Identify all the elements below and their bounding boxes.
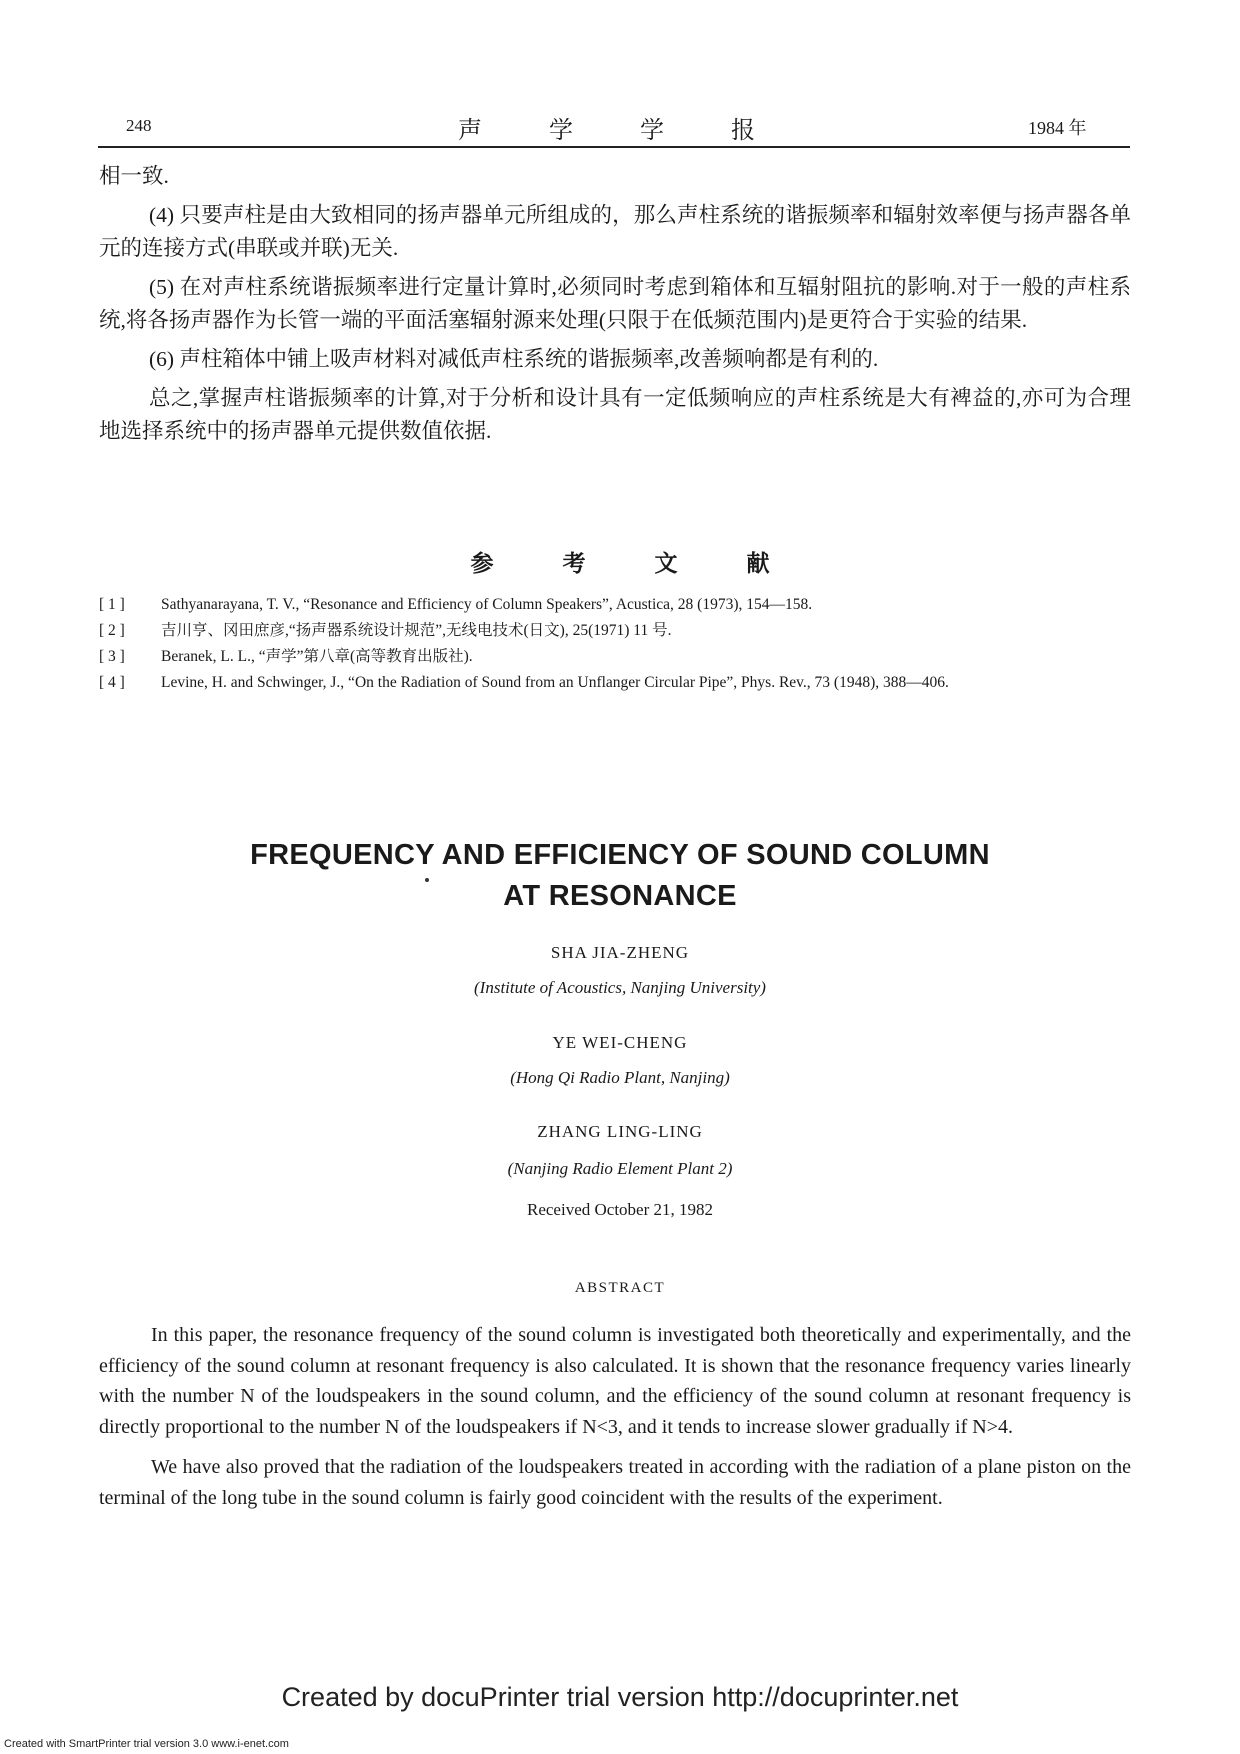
reference-number: [ 1 ] bbox=[99, 596, 125, 613]
reference-item bbox=[99, 670, 1134, 696]
header-rule bbox=[98, 146, 1130, 148]
heading-char: 献 bbox=[746, 551, 770, 576]
paragraph: 总之,掌握声柱谐振频率的计算,对于分析和设计具有一定低频响应的声柱系统是大有裨益的,亦可为合理地选择系统中的扬声器单元提供数值依据. bbox=[99, 386, 1131, 443]
english-title bbox=[0, 835, 1240, 917]
reference-list bbox=[99, 592, 1134, 696]
paragraph: (4) 只要声柱是由大致相同的扬声器单元所组成的，那么声柱系统的谐振频率和辐射效率便与扬声器各单元的连接方式(串联或并联)无关. bbox=[99, 203, 1131, 260]
reference-number: [ 4 ] bbox=[99, 674, 125, 691]
journal-title bbox=[458, 110, 822, 145]
references-heading bbox=[0, 545, 1240, 578]
abstract-paragraph: We have also proved that the radiation of the loudspeakers treated in according with the radiation of a plane piston on the terminal of the long tube in the sound column is fairly good coincident with the results of the experiment. bbox=[99, 1456, 1131, 1509]
reference-text: 吉川亨、冈田庶彦,“扬声器系统设计规范”,无线电技术(日文), 25(1971) 11 号. bbox=[161, 622, 672, 639]
journal-title-char: 学 bbox=[549, 118, 573, 144]
abstract-paragraph: In this paper, the resonance frequency of the sound column is investigated both theoretically and experimentally, and the efficiency of the sound column at resonant frequency is also calculated. It is shown that the resonance frequency varies linearly with the number N of the loudspeakers in the sound column, and the efficiency of the sound column at resonant frequency is directly proportional to the number N of the loudspeakers if N<3, and it tends to increase slower gradually if N>4. bbox=[99, 1324, 1131, 1438]
author-name: YE WEI-CHENG bbox=[552, 1033, 688, 1052]
journal-title-char: 报 bbox=[731, 118, 755, 144]
abstract-body bbox=[99, 1320, 1131, 1513]
reference-text: Levine, H. and Schwinger, J., “On the Radiation of Sound from an Unflanger Circular Pipe”, Phys. Rev., 73 (1948), 388—406. bbox=[161, 674, 949, 691]
title-line: FREQUENCY AND EFFICIENCY OF SOUND COLUMN bbox=[250, 839, 990, 871]
author-name: ZHANG LING-LING bbox=[537, 1122, 703, 1141]
reference-number: [ 3 ] bbox=[99, 648, 125, 665]
chinese-body bbox=[99, 160, 1131, 448]
journal-title-char: 声 bbox=[458, 118, 482, 144]
author-affiliation: (Nanjing Radio Element Plant 2) bbox=[507, 1159, 733, 1178]
abstract-heading: ABSTRACT bbox=[574, 1280, 666, 1296]
issue-year: 1984 年 bbox=[1028, 118, 1087, 138]
reference-item bbox=[99, 592, 1134, 618]
reference-item bbox=[99, 618, 1134, 644]
paragraph: 相一致. bbox=[99, 164, 169, 188]
reference-text: Beranek, L. L., “声学”第八章(高等教育出版社). bbox=[161, 648, 473, 665]
stray-dot bbox=[425, 878, 429, 882]
journal-title-char: 学 bbox=[640, 118, 664, 144]
heading-char: 考 bbox=[562, 551, 586, 576]
received-date: Received October 21, 1982 bbox=[527, 1200, 713, 1219]
title-line: AT RESONANCE bbox=[503, 880, 737, 912]
running-header bbox=[98, 110, 1130, 150]
paragraph: (6) 声柱箱体中铺上吸声材料对减低声柱系统的谐振频率,改善频响都是有利的. bbox=[149, 347, 879, 371]
page-number: 248 bbox=[126, 116, 152, 135]
footer-note: Created with SmartPrinter trial version 3.0 www.i-enet.com bbox=[4, 1738, 289, 1750]
author-affiliation: (Hong Qi Radio Plant, Nanjing) bbox=[510, 1068, 730, 1087]
reference-number: [ 2 ] bbox=[99, 622, 125, 639]
heading-char: 参 bbox=[470, 551, 494, 576]
paragraph: (5) 在对声柱系统谐振频率进行定量计算时,必须同时考虑到箱体和互辐射阻抗的影响.对于一般的声柱系统,将各扬声器作为长管一端的平面活塞辐射源来处理(只限于在低频范围内)是更符合于实验的结果. bbox=[99, 275, 1131, 332]
reference-text: Sathyanarayana, T. V., “Resonance and Efficiency of Column Speakers”, Acustica, 28 (1973), 154—158. bbox=[161, 596, 813, 613]
reference-item bbox=[99, 644, 1134, 670]
heading-char: 文 bbox=[654, 551, 678, 576]
trial-watermark: Created by docuPrinter trial version http://docuprinter.net bbox=[281, 1682, 959, 1712]
author-affiliation: (Institute of Acoustics, Nanjing University) bbox=[474, 978, 766, 997]
author-name: SHA JIA-ZHENG bbox=[550, 943, 690, 962]
